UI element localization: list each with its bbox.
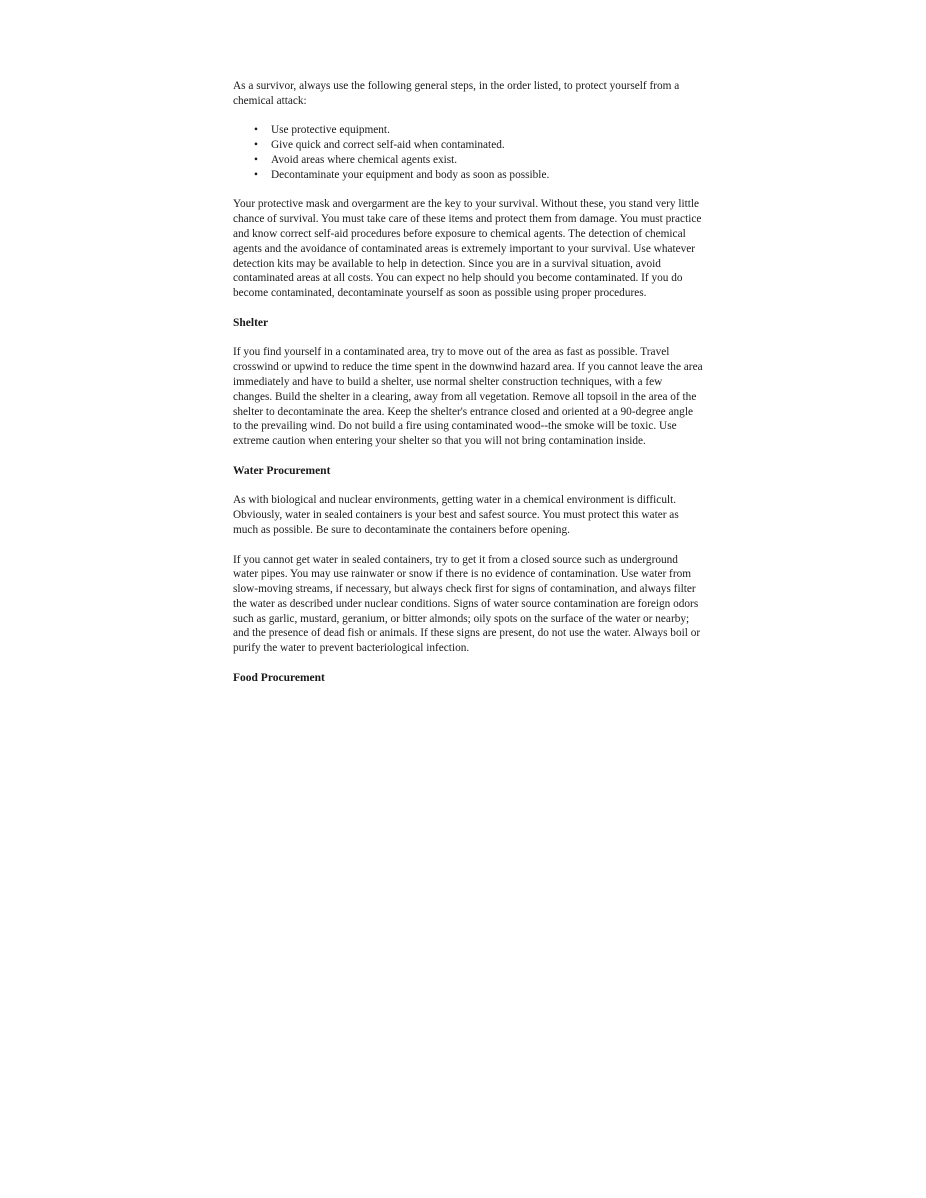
water-procurement-heading: Water Procurement — [233, 464, 331, 477]
food-procurement-heading: Food Procurement — [233, 671, 325, 684]
document-page — [233, 79, 703, 700]
shelter-heading: Shelter — [233, 316, 269, 329]
list-item — [254, 138, 703, 153]
step-text: Avoid areas where chemical agents exist. — [271, 153, 458, 166]
protection-steps-list — [233, 123, 703, 182]
shelter-paragraph: If you find yourself in a contaminated area, try to move out of the area as fast as possible. Travel crosswind or upwind to reduce the time spent in the downwind hazard area. If you cannot leave the area immediately and have to build a shelter, use normal shelter construction techniques, with a few changes. Build the shelter in a clearing, away from all vegetation. Remove all topsoil in the area of the shelter to decontaminate the area. Keep the shelter's entrance closed and oriented at a 90-degree angle to the prevailing wind. Do not build a fire using contaminated wood--the smoke will be toxic. Use extreme caution when entering your shelter so that you will not bring contamination inside. — [233, 346, 703, 448]
bullet-icon: • — [254, 153, 258, 166]
step-text: Give quick and correct self-aid when contaminated. — [271, 139, 505, 152]
bullet-icon: • — [254, 139, 258, 152]
intro-paragraph: As a survivor, always use the following general steps, in the order listed, to protect yourself from a chemical attack: — [233, 80, 680, 107]
bullet-icon: • — [254, 168, 258, 181]
step-text: Decontaminate your equipment and body as soon as possible. — [271, 168, 550, 181]
list-item — [254, 123, 703, 138]
protective-equipment-paragraph: Your protective mask and overgarment are the key to your survival. Without these, you stand very little chance of survival. You must take care of these items and protect them from damage. You must practice and know correct self-aid procedures before exposure to chemical agents. The detection of chemical agents and the avoidance of contaminated areas is extremely important to your survival. Use whatever detection kits may be available to help in detection. Since you are in a survival situation, avoid contaminated areas at all costs. You can expect no help should you become contaminated. If you do become contaminated, decontaminate yourself as soon as possible using proper procedures. — [233, 198, 702, 300]
bullet-icon: • — [254, 124, 258, 137]
step-text: Use protective equipment. — [271, 124, 390, 137]
water-paragraph-2: If you cannot get water in sealed containers, try to get it from a closed source such as underground water pipes. You may use rainwater or snow if there is no evidence of contamination. Use water from slow-moving streams, if necessary, but always check first for signs of contamination, and always filter the water as described under nuclear conditions. Signs of water source contamination are foreign odors such as garlic, mustard, geranium, or bitter almonds; oily spots on the surface of the water or nearby; and the presence of dead fish or animals. If these signs are present, do not use the water. Always boil or purify the water to prevent bacteriological infection. — [233, 553, 701, 655]
list-item — [254, 153, 703, 168]
water-paragraph-1: As with biological and nuclear environments, getting water in a chemical environment is difficult. Obviously, water in sealed containers is your best and safest source. You must protect this water as much as possible. Be sure to decontaminate the containers before opening. — [233, 494, 679, 536]
list-item — [254, 168, 703, 183]
